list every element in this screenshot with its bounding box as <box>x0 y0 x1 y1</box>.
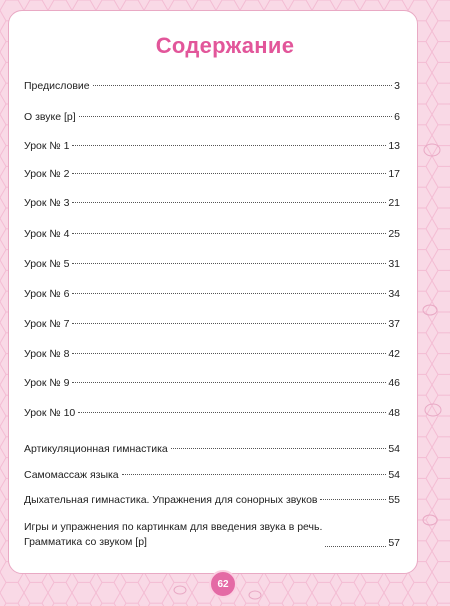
toc-entry[interactable] <box>24 258 400 271</box>
toc-entry-page: 54 <box>388 469 400 481</box>
toc-entry-page: 6 <box>394 111 400 123</box>
dot-leader <box>72 323 386 324</box>
page-number: 62 <box>209 570 237 598</box>
toc-entry[interactable] <box>24 520 400 550</box>
toc-entry-label: Дыхательная гимнастика. Упражнения для сонорных звуков <box>24 494 318 506</box>
dot-leader <box>79 116 393 117</box>
toc-entry-label: Урок № 10 <box>24 407 76 419</box>
toc-entry-page: 13 <box>388 140 400 152</box>
toc-entry[interactable] <box>24 469 400 482</box>
toc-entry-label: Урок № 5 <box>24 258 70 270</box>
dot-leader <box>72 173 386 174</box>
toc-entry[interactable] <box>24 318 400 331</box>
toc-entry-page: 25 <box>388 228 400 240</box>
toc-entry[interactable] <box>24 80 400 93</box>
toc-entry-page: 57 <box>388 537 400 549</box>
toc-entry-page: 46 <box>388 377 400 389</box>
dot-leader <box>93 85 393 86</box>
page-title: Содержание <box>155 33 295 58</box>
toc-entry[interactable] <box>24 140 400 153</box>
toc-entry-page: 54 <box>388 443 400 455</box>
dot-leader <box>78 412 386 413</box>
toc-entry-page: 48 <box>388 407 400 419</box>
dot-leader <box>72 263 386 264</box>
toc-entry-label: Самомассаж языка <box>24 469 119 481</box>
toc-entry-label-line: Игры и упражнения по картинкам для введения звука в речь. <box>24 521 323 533</box>
toc-entry[interactable] <box>24 168 400 181</box>
dot-leader <box>171 448 387 449</box>
toc-entry[interactable] <box>24 288 400 301</box>
toc-entry-label: Урок № 2 <box>24 168 70 180</box>
toc-entry-label: Урок № 8 <box>24 348 70 360</box>
dot-leader <box>72 233 386 234</box>
toc-entry[interactable] <box>24 228 400 241</box>
dot-leader <box>325 546 386 547</box>
toc-entry[interactable] <box>24 494 400 507</box>
toc-entry-label: Урок № 4 <box>24 228 70 240</box>
toc-entry-label: Артикуляционная гимнастика <box>24 443 168 455</box>
toc-entry-label: Урок № 1 <box>24 140 70 152</box>
dot-leader <box>320 499 386 500</box>
toc-entry-label: Урок № 9 <box>24 377 70 389</box>
toc-entry-page: 42 <box>388 348 400 360</box>
toc-entry-page: 17 <box>388 168 400 180</box>
toc-entry[interactable] <box>24 443 400 456</box>
toc-entry-page: 37 <box>388 318 400 330</box>
toc-entry[interactable] <box>24 407 400 420</box>
dot-leader <box>122 474 387 475</box>
toc-entry-label-line: Грамматика со звуком [р] <box>24 536 147 548</box>
toc-entry-page: 55 <box>388 494 400 506</box>
toc-entry-label: О звуке [р] <box>24 111 76 123</box>
dot-leader <box>72 145 386 146</box>
toc-entry-label: Предисловие <box>24 80 90 92</box>
toc-entry-page: 31 <box>388 258 400 270</box>
toc-entry[interactable] <box>24 111 400 124</box>
dot-leader <box>72 353 386 354</box>
toc-entry-label <box>24 520 322 550</box>
dot-leader <box>72 202 386 203</box>
toc-entry-label: Урок № 6 <box>24 288 70 300</box>
toc-entry[interactable] <box>24 377 400 390</box>
toc-entry[interactable] <box>24 348 400 361</box>
toc-entry-page: 34 <box>388 288 400 300</box>
toc-entry[interactable] <box>24 197 400 210</box>
toc-entry-label: Урок № 3 <box>24 197 70 209</box>
dot-leader <box>72 382 386 383</box>
toc-entry-label: Урок № 7 <box>24 318 70 330</box>
dot-leader <box>72 293 386 294</box>
toc-entry-page: 3 <box>394 80 400 92</box>
toc-entry-page: 21 <box>388 197 400 209</box>
